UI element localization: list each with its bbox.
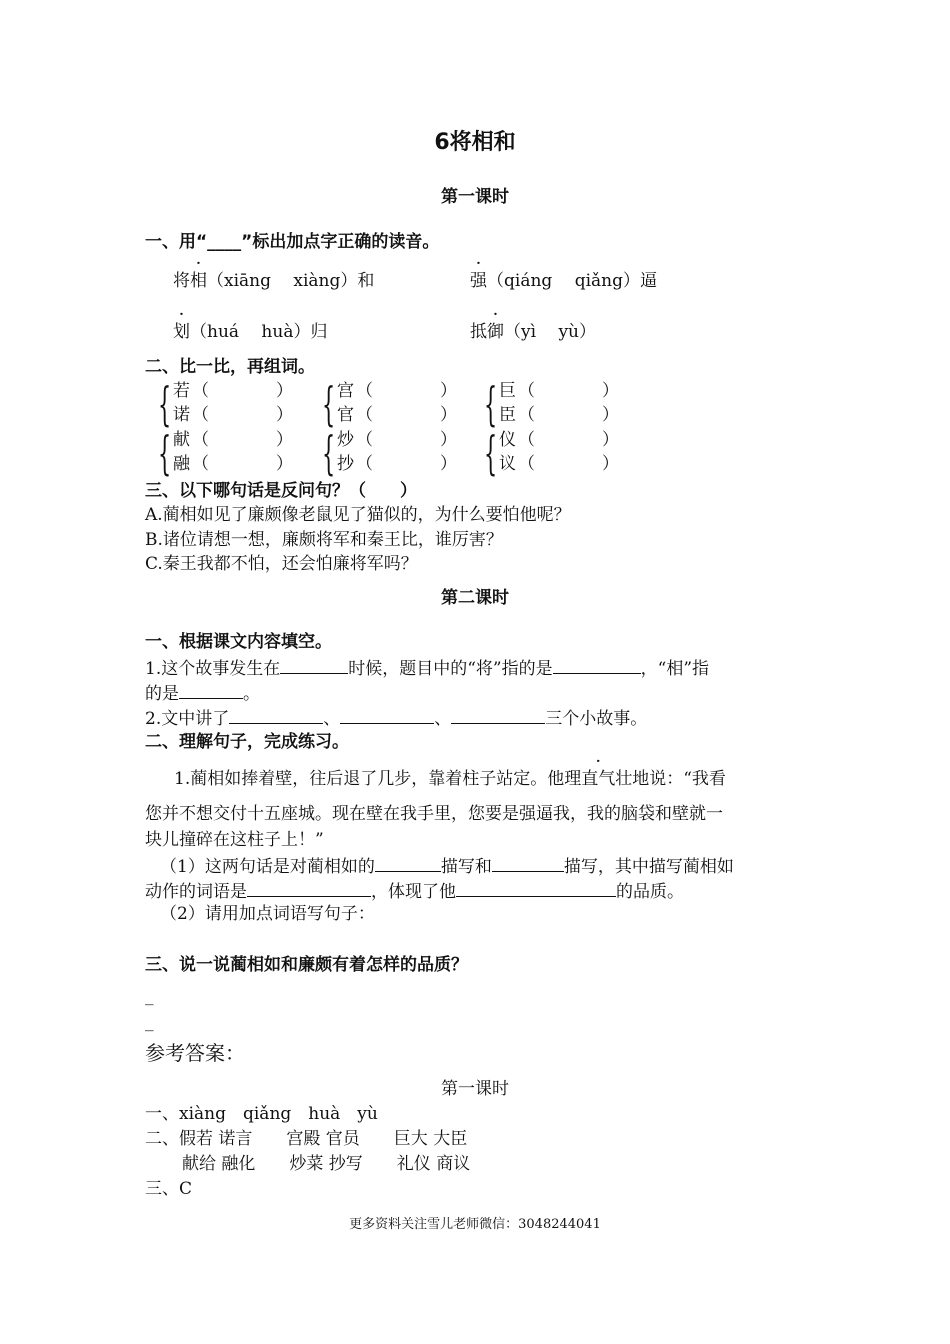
dotted-word: 理直气壮: [564, 769, 633, 789]
group-top-char: 宫: [337, 381, 354, 401]
item-options: （yì yù）: [504, 322, 596, 342]
l2-q3-title: 三、说一说蔺相如和廉颇有着怎样的品质？: [145, 955, 468, 975]
text: ，“相”指: [640, 659, 710, 679]
footer-note: 更多资料关注雪儿老师微信：3048244041: [349, 1217, 601, 1232]
paren-close: ）: [440, 454, 457, 474]
fill-line-2: [145, 680, 260, 705]
blank[interactable]: [451, 705, 545, 724]
answer-2-line-1: 二、假若 诺言 宫殿 官员 巨大 大臣: [145, 1129, 468, 1149]
l2-q2-title: 二、理解句子，完成练习。: [145, 732, 349, 752]
group-top-char: 献: [173, 430, 190, 450]
text: 动作的词语是: [145, 882, 247, 902]
option-b: B.诸位请想一想，廉颇将军和秦王比，谁厉害？: [145, 530, 503, 550]
fill-line-1: [145, 655, 709, 680]
paragraph-line-2: 您并不想交付十五座城。现在壁在我手里，您要是强逼我，我的脑袋和壁就一: [145, 804, 723, 824]
paren-open: （: [356, 405, 373, 425]
text: 描写，其中描写蔺相如: [563, 857, 734, 877]
paren-open: （: [518, 405, 535, 425]
paren-open: （: [518, 454, 535, 474]
separator: 、: [323, 709, 341, 729]
paren-close: ）: [602, 430, 619, 450]
option-a: A.蔺相如见了廉颇像老鼠见了猫似的，为什么要怕他呢？: [145, 505, 571, 525]
item-prefix: 将: [173, 271, 190, 291]
answers-lesson-heading: 第一课时: [441, 1079, 509, 1099]
group-bottom-char: 融: [173, 454, 190, 474]
sub-question-2: （2）请用加点词语写句子：: [160, 904, 375, 924]
paren-close: ）: [276, 430, 293, 450]
group-top-char: 巨: [499, 381, 516, 401]
paragraph-line-3: 块儿撞碎在这柱子上！”: [145, 830, 324, 850]
blank[interactable]: [553, 655, 641, 674]
item-options: （huá huà）归: [190, 322, 328, 342]
paren-open: （: [192, 381, 209, 401]
paragraph-line-1: [174, 768, 726, 790]
paren-open: （: [192, 454, 209, 474]
text: 。: [243, 684, 260, 704]
answer-1: 一、xiàng qiǎng huà yù: [145, 1104, 378, 1124]
pinyin-item-2: [470, 270, 657, 292]
option-c: C.秦王我都不怕，还会怕廉将军吗？: [145, 554, 418, 574]
text: （1）这两句话是对蔺相如的: [160, 857, 375, 877]
group-top-char: 仪: [499, 430, 516, 450]
paren-open: （: [192, 430, 209, 450]
q2-title: 二、比一比，再组词。: [145, 357, 315, 377]
brace: {: [158, 377, 172, 431]
sub-question-1-cont: [145, 878, 684, 903]
answers-heading: 参考答案：: [145, 1041, 245, 1065]
lesson2-heading: 第二课时: [441, 588, 509, 608]
text: 描写和: [440, 857, 492, 877]
blank[interactable]: [280, 655, 348, 674]
brace: {: [158, 426, 172, 480]
answer-dash-2: _: [145, 1012, 154, 1032]
blank[interactable]: [492, 853, 564, 872]
paren-close: ）: [276, 381, 293, 401]
item-prefix: 抵: [470, 322, 487, 342]
paren-open: （: [192, 405, 209, 425]
paren-close: ）: [602, 381, 619, 401]
pinyin-item-4: [470, 321, 596, 343]
blank[interactable]: [229, 705, 323, 724]
fill-line-3: [145, 705, 647, 730]
dotted-char: 相: [190, 271, 207, 291]
paren-open: （: [356, 381, 373, 401]
sub-question-1: [160, 853, 734, 878]
page-title: 6将相和: [434, 130, 516, 155]
group-bottom-char: 臣: [499, 405, 516, 425]
paren-open: （: [518, 430, 535, 450]
dotted-char: 御: [487, 322, 504, 342]
dotted-char: 强: [470, 271, 487, 291]
blank[interactable]: [340, 705, 434, 724]
pinyin-item-3: [173, 321, 327, 343]
l2-q1-title: 一、根据课文内容填空。: [145, 632, 332, 652]
blank[interactable]: [247, 878, 371, 897]
text: 地说：“我看: [632, 769, 726, 789]
brace: {: [322, 377, 336, 431]
separator: 、: [434, 709, 452, 729]
group-bottom-char: 诺: [173, 405, 190, 425]
answer-dash-1: _: [145, 986, 154, 1006]
paren-close: ）: [602, 454, 619, 474]
brace: {: [484, 377, 498, 431]
answer-3: 三、C: [145, 1179, 193, 1199]
q3-title: 三、以下哪句话是反问句？（ ）: [145, 481, 417, 501]
dotted-char: 划: [173, 322, 190, 342]
group-top-char: 炒: [337, 430, 354, 450]
text: 三个小故事。: [545, 709, 648, 729]
text: 2.文中讲了: [145, 709, 230, 729]
text: 1.这个故事发生在: [145, 659, 281, 679]
paren-close: ）: [276, 454, 293, 474]
group-top-char: 若: [173, 381, 190, 401]
lesson1-heading: 第一课时: [441, 187, 509, 207]
paren-open: （: [356, 430, 373, 450]
q1-title: 一、用“____”标出加点字正确的读音。: [145, 232, 440, 252]
blank[interactable]: [456, 878, 616, 897]
group-bottom-char: 官: [337, 405, 354, 425]
brace: {: [484, 426, 498, 480]
paren-close: ）: [440, 430, 457, 450]
item-options: （xiāng xiàng）和: [207, 271, 375, 291]
text: 1.蔺相如捧着壁，往后退了几步，靠着柱子站定。他: [174, 769, 565, 789]
text: 时候，题目中的“将”指的是: [348, 659, 553, 679]
blank[interactable]: [179, 680, 243, 699]
paren-open: （: [356, 454, 373, 474]
paren-close: ）: [440, 381, 457, 401]
group-bottom-char: 抄: [337, 454, 354, 474]
item-options: （qiáng qiǎng）逼: [487, 271, 657, 291]
pinyin-item-1: [173, 270, 374, 292]
paren-close: ）: [276, 405, 293, 425]
answer-2-line-2: 献给 融化 炒菜 抄写 礼仪 商议: [182, 1154, 471, 1174]
group-bottom-char: 议: [499, 454, 516, 474]
paren-close: ）: [440, 405, 457, 425]
blank[interactable]: [375, 853, 441, 872]
paren-close: ）: [602, 405, 619, 425]
paren-open: （: [518, 381, 535, 401]
brace: {: [322, 426, 336, 480]
text: 的品质。: [616, 882, 684, 902]
text: 的是: [145, 684, 179, 704]
text: ，体现了他: [371, 882, 456, 902]
